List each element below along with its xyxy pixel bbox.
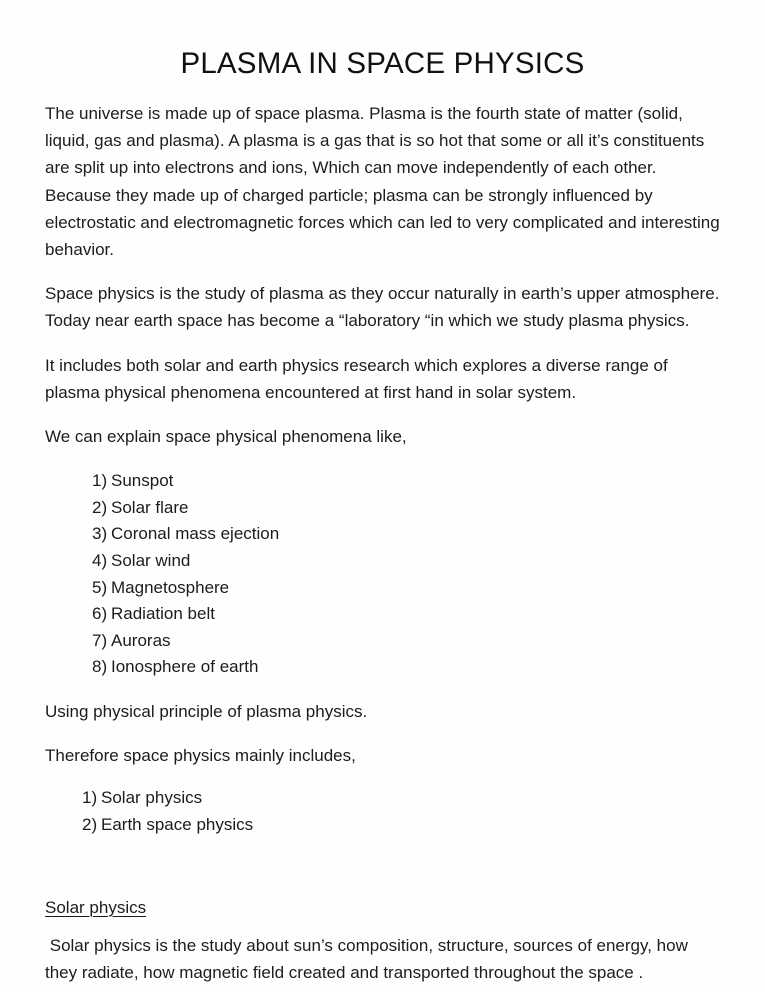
paragraph-phenomena-lead-in: We can explain space physical phenomena like, (45, 427, 407, 447)
phenomena-list (45, 468, 722, 681)
list-item-label: Solar flare (111, 497, 189, 517)
list-item-label: Radiation belt (111, 604, 215, 624)
list-item-label: Coronal mass ejection (111, 524, 280, 544)
list-marker: 8) (92, 657, 108, 677)
list-item (45, 548, 722, 575)
list-item (45, 601, 722, 628)
paragraph-using-principle: Using physical principle of plasma physics. (45, 701, 368, 721)
section-heading-label: Solar physics (45, 897, 147, 917)
list-item (45, 521, 722, 548)
paragraph-solar-physics-body: Solar physics is the study about sun’s composition, structure, sources of energy, how they radiate, how magnetic field created and transported throughout the space . (45, 935, 693, 982)
list-item-label: Ionosphere of earth (111, 657, 259, 677)
list-marker: 4) (92, 551, 108, 571)
list-item-label: Earth space physics (101, 814, 254, 834)
page-title: PLASMA IN SPACE PHYSICS (180, 47, 585, 80)
list-item (45, 812, 722, 839)
section-heading-solar-physics (45, 894, 722, 921)
list-item (45, 785, 722, 812)
list-item (45, 654, 722, 681)
list-marker: 5) (92, 577, 108, 597)
list-item-label: Auroras (111, 630, 171, 650)
paragraph-space-physics-definition: Space physics is the study of plasma as they occur naturally in earth’s upper atmosphere. Today near earth space has become a “laboratory “in which we study plasma physics. (45, 284, 724, 331)
list-item (45, 575, 722, 602)
list-marker: 3) (92, 524, 108, 544)
list-marker: 1) (92, 471, 108, 491)
list-item-label: Solar physics (101, 788, 203, 808)
heading-spacer (45, 921, 722, 932)
list-marker: 7) (92, 630, 108, 650)
list-item-label: Solar wind (111, 551, 191, 571)
list-item-label: Sunspot (111, 471, 174, 491)
list-item (45, 628, 722, 655)
list-marker: 1) (82, 788, 98, 808)
paragraph-scope: It includes both solar and earth physics research which explores a diverse range of plasma physical phenomena encountered at first hand in solar system. (45, 355, 673, 402)
document-body (45, 100, 725, 1003)
list-marker: 2) (82, 814, 98, 834)
list-item (45, 495, 722, 522)
list-marker: 6) (92, 604, 108, 624)
section-spacer (45, 839, 722, 894)
includes-list (45, 785, 722, 838)
list-marker: 2) (92, 497, 108, 517)
list-item-label: Magnetosphere (111, 577, 230, 597)
paragraph-therefore-lead-in: Therefore space physics mainly includes, (45, 746, 356, 766)
paragraph-intro: The universe is made up of space plasma. Plasma is the fourth state of matter (solid, liquid, gas and plasma). A plasma is a gas that is so hot that some or all it’s constituents are split up into electrons and ions, Which can move independently of each other. Because they made up of charged particle; plasma can be strongly influenced by electrostatic and electromagnetic forces which can led to very complicated and interesting behavior. (45, 104, 725, 260)
list-item (45, 468, 722, 495)
